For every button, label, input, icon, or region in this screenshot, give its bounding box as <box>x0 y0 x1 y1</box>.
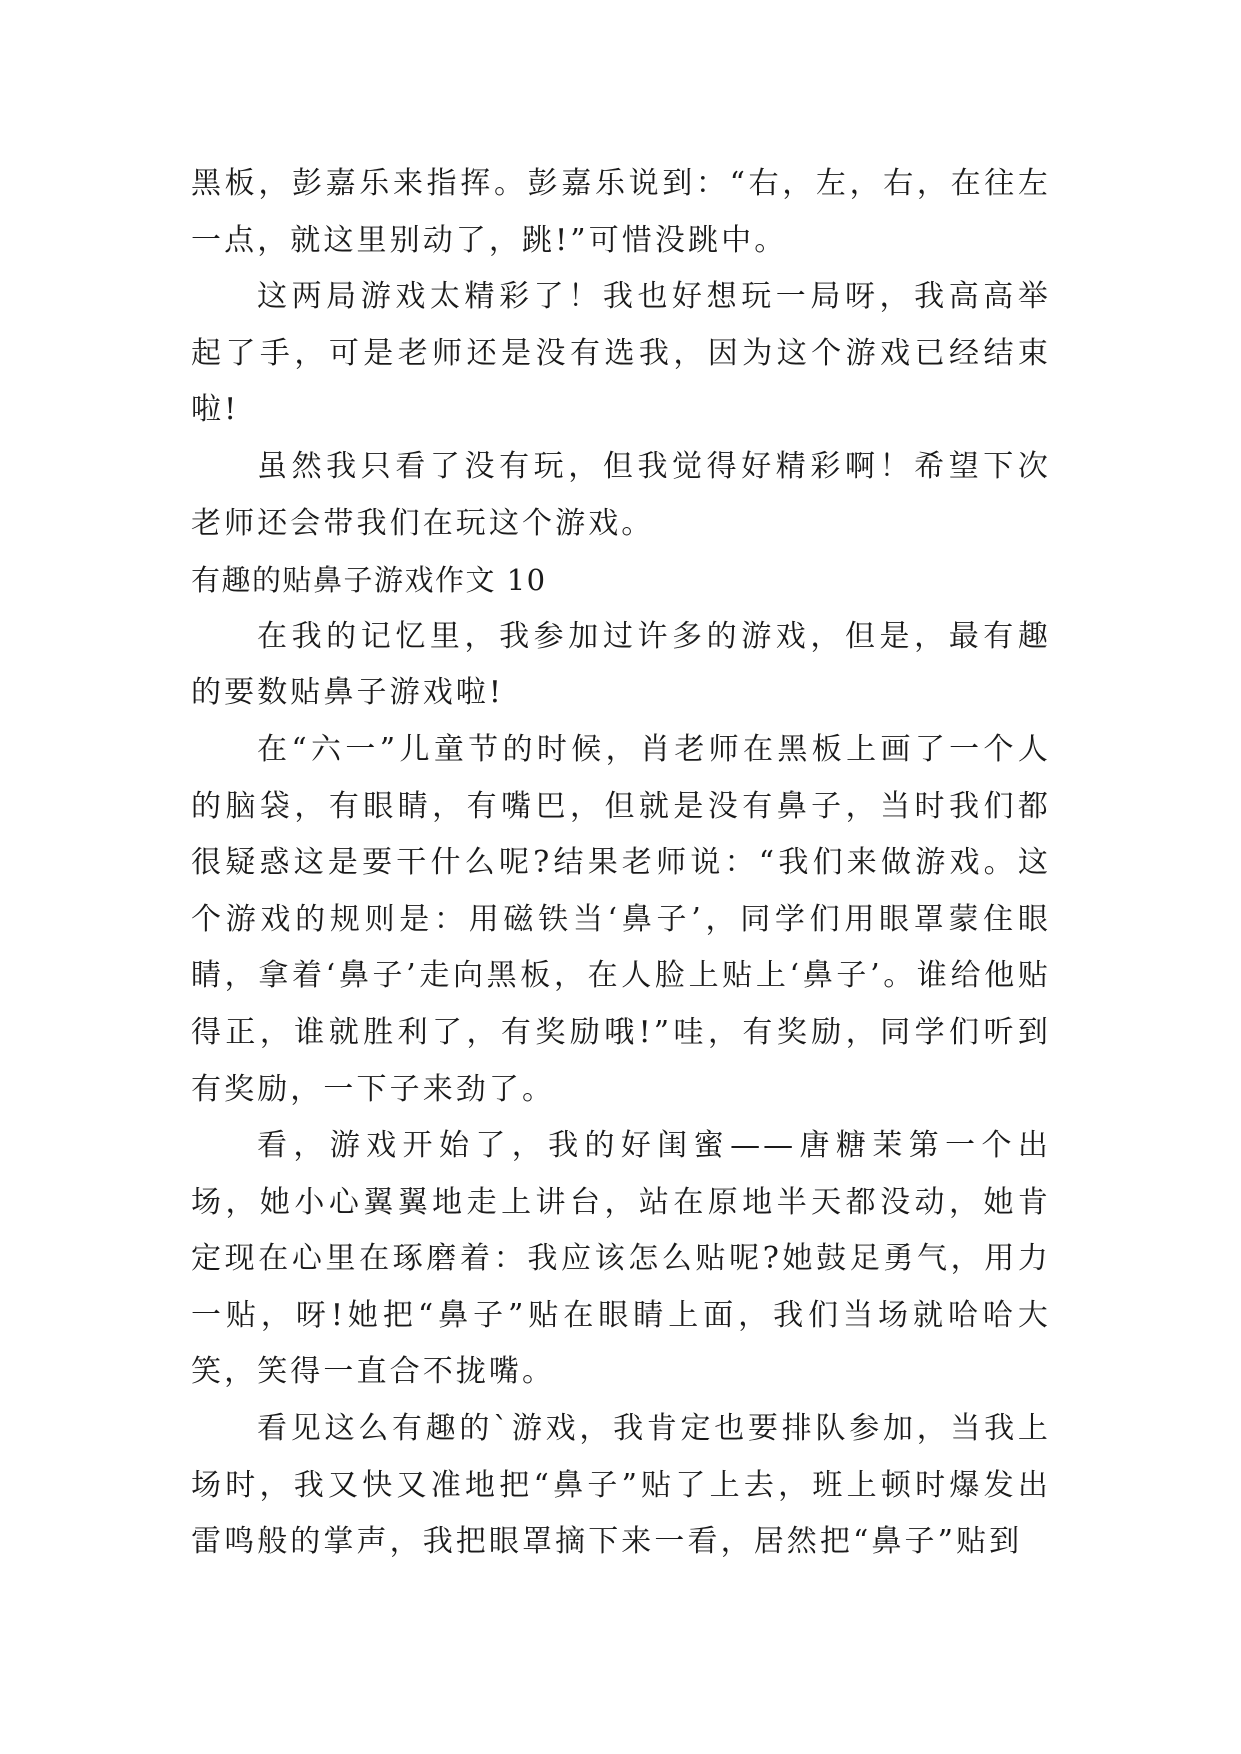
paragraph-6: 看，游戏开始了，我的好闺蜜——唐糖茉第一个出场，她小心翼翼地走上讲台，站在原地半天都没动，她肯定现在心里在琢磨着：我应该怎么贴呢?她鼓足勇气，用力一贴，呀!她把“鼻子”贴在眼睛上面，我们当场就哈哈大笑，笑得一直合不拢嘴。 <box>191 1128 1051 1390</box>
paragraph-1: 黑板，彭嘉乐来指挥。彭嘉乐说到：“右，左，右，在往左一点，就这里别动了，跳!”可惜没跳中。 <box>191 166 1051 258</box>
document-page <box>191 156 1051 1571</box>
essay-heading: 有趣的贴鼻子游戏作文 10 <box>191 563 547 598</box>
paragraph-4: 在我的记忆里，我参加过许多的游戏，但是，最有趣的要数贴鼻子游戏啦! <box>191 618 1051 711</box>
paragraph-2: 这两局游戏太精彩了！我也好想玩一局呀，我高高举起了手，可是老师还是没有选我，因为这个游戏已经结束啦! <box>191 279 1051 428</box>
paragraph-3: 虽然我只看了没有玩，但我觉得好精彩啊！希望下次老师还会带我们在玩这个游戏。 <box>191 448 1051 541</box>
paragraph-5: 在“六一”儿童节的时候，肖老师在黑板上画了一个人的脑袋，有眼睛，有嘴巴，但就是没有鼻子，当时我们都很疑惑这是要干什么呢?结果老师说：“我们来做游戏。这个游戏的规则是：用磁铁当‘鼻子’，同学们用眼罩蒙住眼睛，拿着‘鼻子’走向黑板，在人脸上贴上‘鼻子’。谁给他贴得正，谁就胜利了，有奖励哦!”哇，有奖励，同学们听到有奖励，一下子来劲了。 <box>191 731 1051 1107</box>
paragraph-7: 看见这么有趣的`游戏，我肯定也要排队参加，当我上场时，我又快又准地把“鼻子”贴了上去，班上顿时爆发出雷鸣般的掌声，我把眼罩摘下来一看，居然把“鼻子”贴到 <box>191 1411 1051 1560</box>
